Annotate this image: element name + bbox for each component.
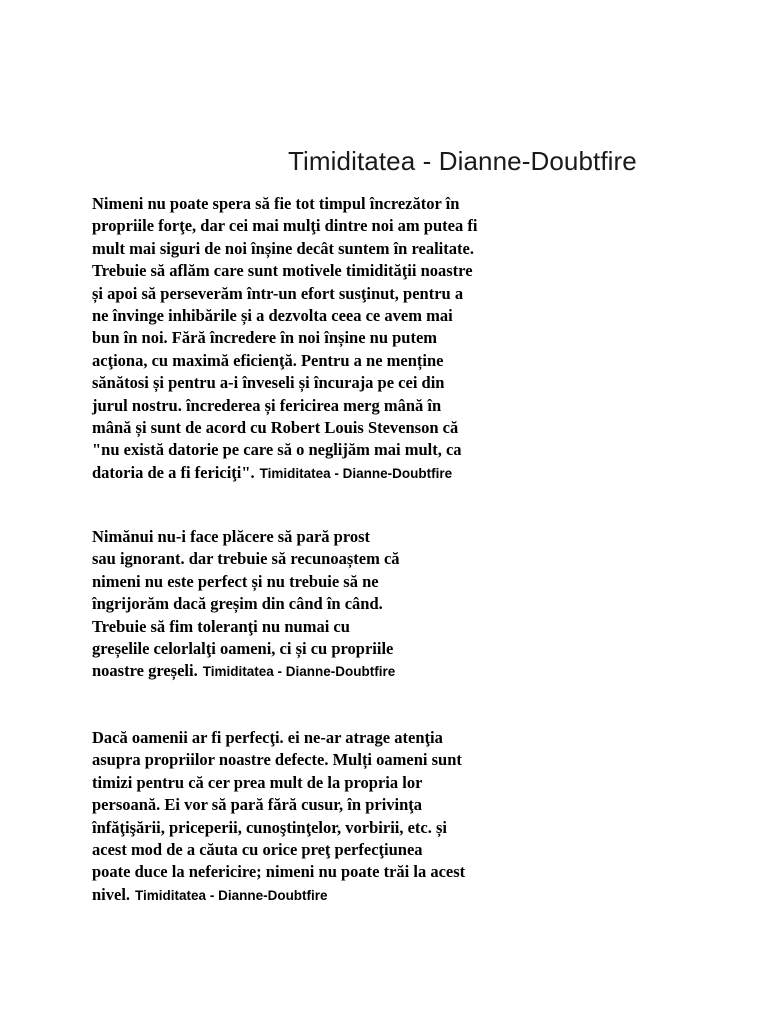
text-line-last — [92, 884, 465, 907]
signature: Timiditatea - Dianne-Doubtfire — [202, 664, 396, 680]
text-line: jurul nostru. încrederea și fericirea merg mână în — [92, 395, 442, 415]
text-line: mult mai siguri de noi înșine decât suntem în realitate. — [92, 238, 474, 258]
signature: Timiditatea - Dianne-Doubtfire — [259, 465, 453, 481]
text-line: acest mod de a căuta cu orice preţ perfecţiunea — [92, 840, 423, 860]
signature: Timiditatea - Dianne-Doubtfire — [135, 887, 328, 903]
text-line: persoană. Ei vor să pară fără cusur, în privinţa — [92, 795, 423, 815]
paragraph — [92, 727, 465, 907]
text-line: nimeni nu este perfect și nu trebuie să ne — [92, 571, 379, 591]
text-line: greșelile celorlalţi oameni, ci și cu propriile — [92, 639, 394, 659]
text-line: ne învinge inhibările și a dezvolta ceea ce avem mai — [92, 306, 453, 326]
text-line-last — [92, 660, 400, 683]
text-line-last — [92, 462, 477, 485]
text-line: sănătosi și pentru a-i înveseli și încuraja pe cei din — [92, 373, 445, 393]
text-line: Nimănui nu-i face plăcere să pară prost — [92, 527, 371, 546]
text-line: timizi pentru că cer prea mult de la propria lor — [92, 772, 423, 792]
text-line: mână și sunt de acord cu Robert Louis Stevenson că — [92, 418, 459, 438]
text-fragment: datoria de a fi fericiţi". — [92, 462, 255, 482]
text-line: Trebuie să fim toleranţi nu numai cu — [92, 616, 350, 636]
text-line: Trebuie să aflăm care sunt motivele timidităţii noastre — [92, 261, 473, 281]
text-line: "nu există datorie pe care să o neglijăm mai mult, ca — [92, 440, 462, 460]
text-line: înfăţişării, priceperii, cunoştinţelor, vorbirii, etc. și — [92, 817, 448, 837]
text-line: și apoi să perseverăm într-un efort susţinut, pentru a — [92, 283, 464, 303]
text-line: poate duce la nefericire; nimeni nu poate trăi la acest — [92, 862, 466, 882]
text-fragment: noastre greșeli. — [92, 661, 198, 681]
text-line: asupra propriilor noastre defecte. Mulți oameni sunt — [92, 750, 462, 770]
text-line: Nimeni nu poate spera să fie tot timpul încrezător în — [92, 194, 460, 213]
page-title: Timiditatea - Dianne-Doubtfire — [288, 146, 637, 176]
text-fragment: nivel. — [92, 884, 131, 904]
text-line: sau ignorant. dar trebuie să recunoaștem că — [92, 549, 400, 569]
text-line: bun în noi. Fără încredere în noi înșine nu putem — [92, 328, 438, 348]
text-line: Dacă oamenii ar fi perfecţi. ei ne-ar atrage atenţia — [92, 728, 443, 747]
text-line: acţiona, cu maximă eficienţă. Pentru a ne menține — [92, 350, 444, 370]
paragraph — [92, 526, 400, 684]
text-line: îngrijorăm dacă greșim din când în când. — [92, 594, 383, 614]
paragraph — [92, 193, 477, 485]
text-line: propriile forţe, dar cei mai mulţi dintre noi am putea fi — [92, 216, 478, 236]
